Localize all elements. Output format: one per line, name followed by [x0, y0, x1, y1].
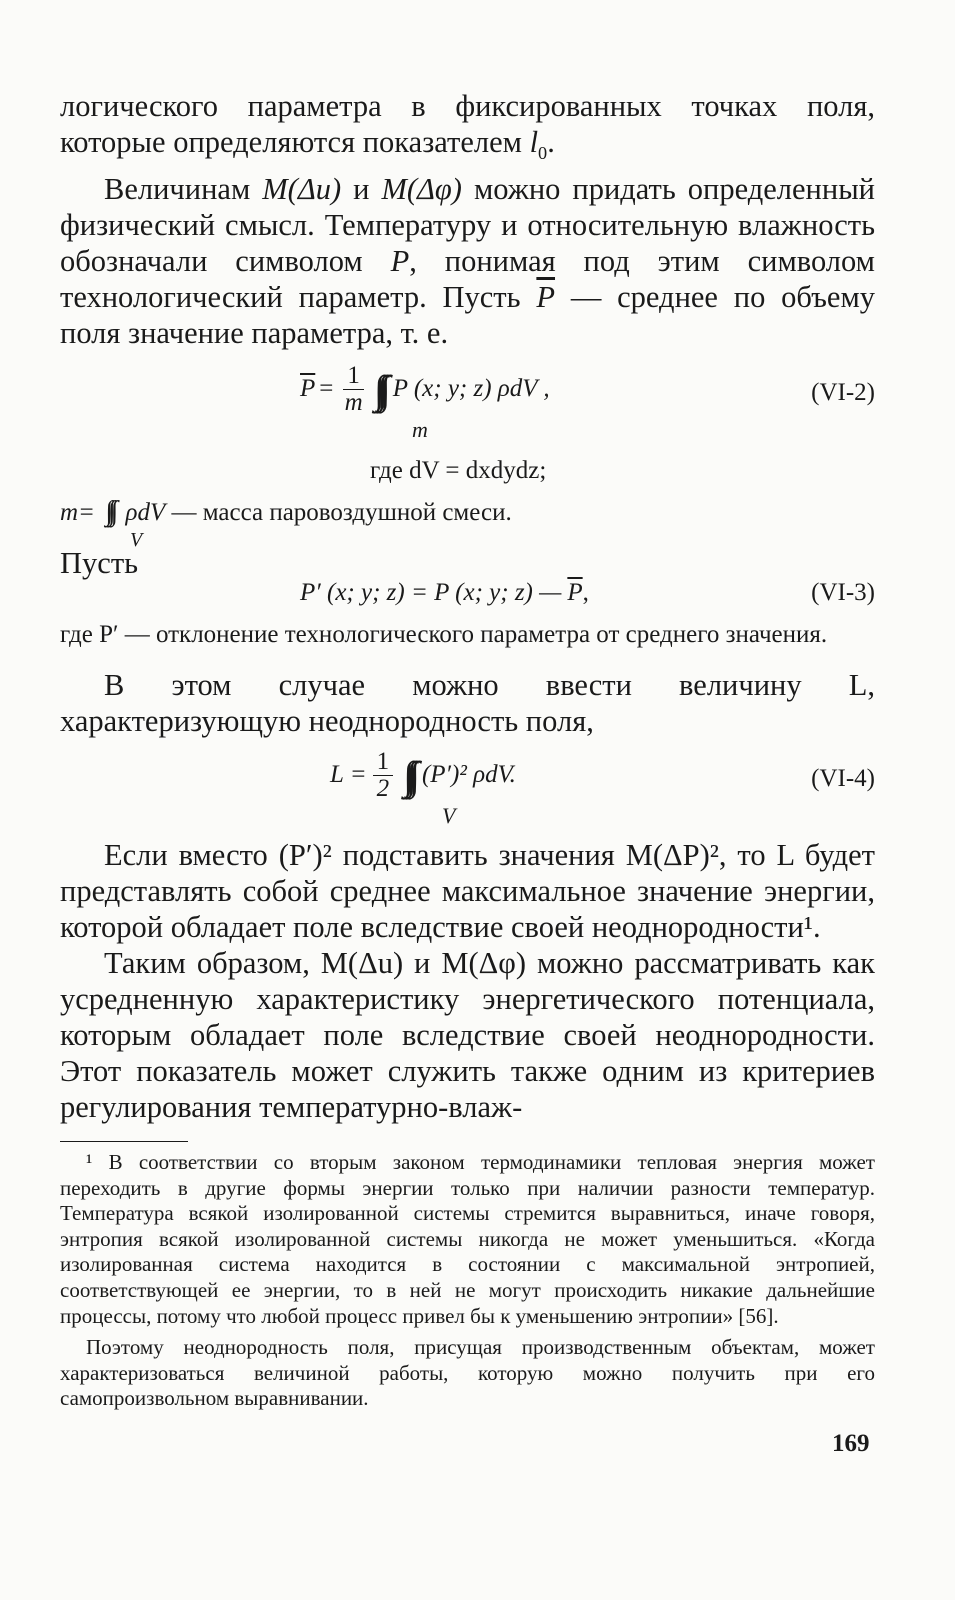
f2-body: P (x; y; z) ρdV ,: [392, 375, 550, 403]
footnote1-text: ¹ В соответствии со вторым законом термодинамики тепловая энергия может переходить в другие формы энергии только при наличии разности температур. Температура всякой изолированной системы стремится выравниться, иначе говоря, энтропия всякой изолированной системы никогда не может уменьшиться. «Когда изолированная система находится в состоянии с максимальной энтропией, соответствующей ее энергии, то в ней не могут происходить никакие дальнейшие процессы, потому что любой процесс привел бы к уменьшению энтропии» [56].: [60, 1150, 875, 1328]
mass-integral: ∫∫∫: [105, 496, 114, 528]
para2-m2: M(Δφ): [381, 172, 462, 207]
footnote2-text: Поэтому неоднородность поля, присущая производственным объектам, может характеризоваться величиной работы, которую можно получить при его самопроизвольном выравнивании.: [60, 1335, 875, 1411]
f4-lhs: L =: [330, 761, 367, 789]
formula-vi-3-body: [300, 573, 589, 613]
f2-under: m: [412, 417, 428, 443]
para2-c: , понимая под этим символом технологический параметр. Пусть: [60, 244, 875, 315]
pust-text: Пусть: [60, 546, 139, 581]
paragraph-1: логического параметра в фиксированных точках поля, которые определяются показателем $l_0$.: [60, 89, 875, 164]
footnote-2: [60, 1335, 875, 1412]
f2-integral: ∫∫∫: [373, 366, 383, 412]
footnote-divider: [60, 1141, 188, 1142]
f2-label: (VI-2): [811, 379, 875, 407]
mass-under: V: [130, 529, 143, 552]
where1-text: где dV = dxdydz;: [370, 457, 547, 485]
mass-line: [60, 495, 875, 559]
para2-m1: M(Δu): [262, 172, 342, 207]
formula-vi-2-body: [300, 359, 550, 419]
f4-den: 2: [376, 774, 390, 802]
f3-comma: ,: [582, 579, 589, 607]
para2-d: — среднее по объему поля значение параметра, т. е.: [60, 280, 876, 351]
f4-label: (VI-4): [811, 765, 875, 793]
where2-text: где P′ — отклонение технологического параметра от среднего значения.: [60, 621, 828, 649]
f2-eq: =: [319, 375, 334, 403]
para2-pbar: $\overline{P}$: [536, 280, 556, 315]
formula-vi-2: [60, 359, 875, 451]
para2-and: и: [353, 172, 370, 207]
paragraph-3: [60, 667, 875, 739]
where-p-prime: [60, 619, 875, 651]
paragraph-4: [60, 837, 875, 945]
mass-text: — масса паровоздушной смеси.: [171, 499, 512, 527]
mass-lhs: m=: [60, 499, 95, 527]
f2-lhs: $\overline{P}$: [300, 375, 316, 403]
formula-vi-4: [60, 745, 875, 837]
f2-num: 1: [343, 363, 364, 390]
para1-text: логического параметра в фиксированных точках поля, которые определяются показателем: [60, 89, 875, 159]
where-dv: [60, 451, 875, 495]
paragraph-5: [60, 945, 875, 1125]
formula-vi-4-body: [330, 745, 516, 805]
para1-var: l: [529, 125, 539, 159]
page-number: 169: [832, 1430, 870, 1457]
f4-num: 1: [373, 749, 394, 776]
paragraph-2: [60, 171, 875, 351]
para2-a: Величинам: [104, 172, 251, 207]
para2-p: P: [390, 244, 410, 279]
f4-under: V: [442, 803, 456, 829]
f3-label: (VI-3): [811, 579, 875, 607]
para2-b: можно придать определенный физический смысл. Температуру и относительную влажность обозначали символом: [60, 172, 876, 279]
f4-frac: [373, 749, 394, 802]
page-body: [60, 88, 875, 1412]
f4-body: (P′)² ρdV.: [421, 761, 516, 789]
para1-sub: 0: [538, 143, 548, 164]
para4-text: Если вместо (P′)² подставить значения M(ΔP)², то L будет представлять собой среднее максимальное значение энергии, которой обладает поле вследствие своей неоднородности¹.: [60, 838, 875, 945]
para3-text: В этом случае можно ввести величину L, характеризующую неоднородность поля,: [60, 668, 875, 739]
mass-body: ρdV: [125, 499, 166, 527]
f3-pbar: $\overline{P}$: [567, 579, 583, 607]
footnote-1: [60, 1150, 875, 1329]
formula-vi-3: [60, 573, 875, 619]
f4-integral: ∫∫∫: [403, 752, 412, 798]
f2-frac: [343, 363, 364, 416]
f2-den: m: [344, 388, 363, 416]
f3-body: P′ (x; y; z) = P (x; y; z) —: [300, 579, 562, 607]
para5-text: Таким образом, M(Δu) и M(Δφ) можно рассматривать как усредненную характеристику энергетического потенциала, которым обладает поле вследствие своей неоднородности. Этот показатель может служить также одним из критериев регулирования температурно-влаж-: [60, 946, 875, 1125]
